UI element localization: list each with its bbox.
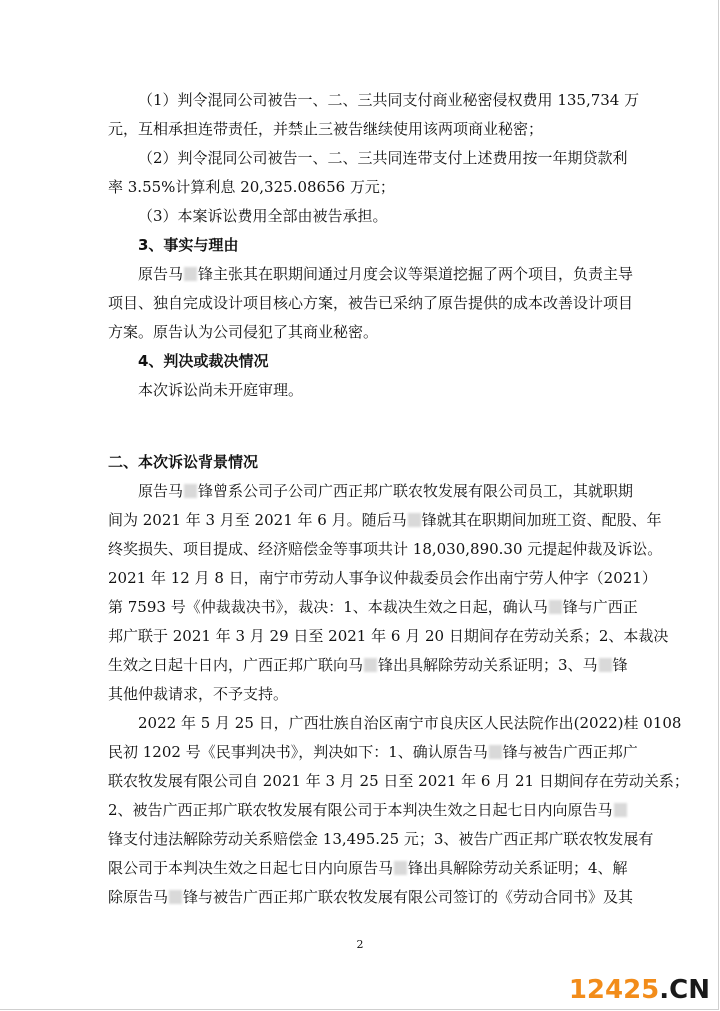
redaction-mark bbox=[184, 267, 197, 281]
background-line: 第 7593 号《仲裁裁决书》，裁决：1、本裁决生效之日起，确认马 锋与广西正 bbox=[108, 598, 638, 616]
background-line: 2022 年 5 月 25 日，广西壮族自治区南宁市良庆区人民法院作出(2022)桂 0108 bbox=[138, 714, 682, 732]
redaction-mark bbox=[549, 600, 562, 614]
redaction-mark bbox=[364, 658, 377, 672]
background-line: 邦广联于 2021 年 3 月 29 日至 2021 年 6 月 20 日期间存在劳动关系；2、本裁决 bbox=[108, 627, 669, 645]
facts-line: 项目、独自完成设计项目核心方案，被告已采纳了原告提供的成本改善设计项目 bbox=[108, 294, 634, 312]
background-line: 除原告马 锋与被告广西正邦广联农牧发展有限公司签订的《劳动合同书》及其 bbox=[108, 888, 634, 906]
background-line: 其他仲裁请求，不予支持。 bbox=[108, 685, 289, 703]
spacer bbox=[108, 434, 618, 448]
judgment-text: 本次诉讼尚未开庭审理。 bbox=[138, 381, 304, 399]
page-number: 2 bbox=[356, 938, 364, 951]
watermark-number: 12425 bbox=[568, 975, 660, 1005]
claim-line: 率 3.55%计算利息 20,325.08656 万元； bbox=[108, 178, 395, 196]
redaction-mark bbox=[169, 890, 182, 904]
background-line: 民初 1202 号《民事判决书》，判决如下：1、确认原告马 锋与被告广西正邦广 bbox=[108, 743, 638, 761]
facts-line: 方案。原告认为公司侵犯了其商业秘密。 bbox=[108, 323, 379, 341]
background-line: 锋支付违法解除劳动关系赔偿金 13,495.25 元；3、被告广西正邦广联农牧发展有 bbox=[108, 830, 654, 848]
redaction-mark bbox=[489, 745, 502, 759]
background-line: 终奖损失、项目提成、经济赔偿金等事项共计 18,030,890.30 元提起仲裁及诉讼。 bbox=[108, 540, 663, 558]
background-line: 生效之日起十日内，广西正邦广联向马 锋出具解除劳动关系证明；3、马 锋 bbox=[108, 656, 628, 674]
background-line: 限公司于本判决生效之日起七日内向原告马 锋出具解除劳动关系证明；4、解 bbox=[108, 859, 628, 877]
background-line: 2021 年 12 月 8 日，南宁市劳动人事争议仲裁委员会作出南宁劳人仲字（2021） bbox=[108, 569, 657, 587]
background-line: 联农牧发展有限公司自 2021 年 3 月 25 日至 2021 年 6 月 21 日期间存在劳动关系； bbox=[108, 772, 689, 790]
section-heading-judgment: 4、判决或裁决情况 bbox=[138, 352, 269, 370]
section-heading-facts: 3、事实与理由 bbox=[138, 236, 239, 254]
spacer bbox=[108, 405, 618, 434]
section-two-heading: 二、本次诉讼背景情况 bbox=[108, 453, 259, 471]
background-line: 原告马 锋曾系公司子公司广西正邦广联农牧发展有限公司员工，其就职期 bbox=[138, 482, 634, 500]
redaction-mark bbox=[614, 803, 627, 817]
document-body bbox=[108, 86, 689, 912]
claim-line: （3）本案诉讼费用全部由被告承担。 bbox=[138, 207, 388, 225]
claim-line: （2）判令混同公司被告一、二、三共同连带支付上述费用按一年期贷款利 bbox=[138, 149, 628, 167]
background-line: 间为 2021 年 3 月至 2021 年 6 月。随后马 锋就其在职期间加班工资、配股、年 bbox=[108, 511, 662, 529]
facts-line: 原告马 锋主张其在职期间通过月度会议等渠道挖掘了两个项目，负责主导 bbox=[138, 265, 634, 283]
redaction-mark bbox=[408, 513, 421, 527]
watermark-domain: .CN bbox=[659, 975, 710, 1005]
redaction-mark bbox=[599, 658, 612, 672]
site-watermark bbox=[569, 975, 710, 1005]
redaction-mark bbox=[394, 861, 407, 875]
claim-line: （1）判令混同公司被告一、二、三共同支付商业秘密侵权费用 135,734 万 bbox=[138, 91, 640, 109]
redaction-mark bbox=[184, 484, 197, 498]
claim-line: 元，互相承担连带责任，并禁止三被告继续使用该两项商业秘密； bbox=[108, 120, 544, 138]
background-line: 2、被告广西正邦广联农牧发展有限公司于本判决生效之日起七日内向原告马 bbox=[108, 796, 618, 825]
